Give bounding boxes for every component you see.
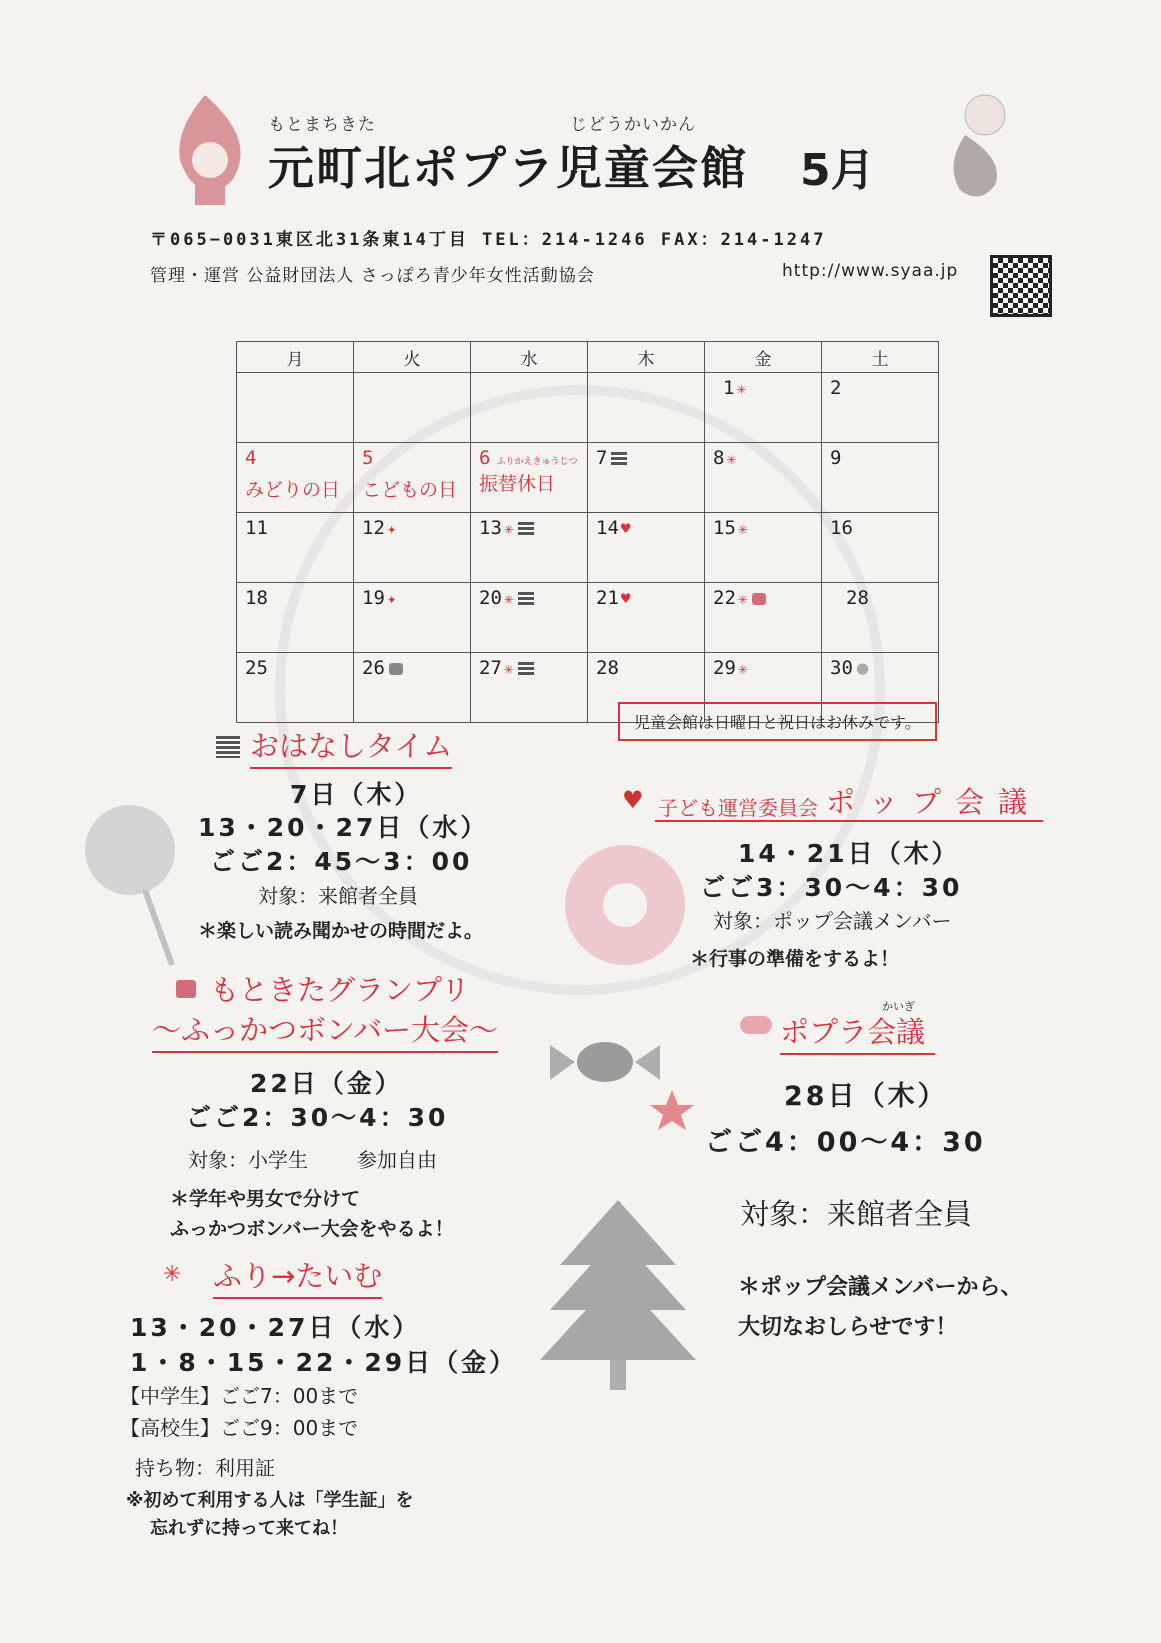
- day-number: 27: [479, 657, 502, 679]
- freetime-title: ふり→たいむ: [213, 1254, 382, 1299]
- heart-icon: ♥: [620, 519, 631, 538]
- calendar-day: [354, 583, 471, 653]
- calendar-day: [354, 373, 471, 443]
- day-number: 4: [245, 447, 257, 469]
- poplar-target: 対象：来館者全員: [740, 1197, 973, 1231]
- day-number: 14: [596, 517, 619, 539]
- calendar-day: [471, 513, 588, 583]
- basketball-icon: ✳: [737, 589, 748, 608]
- ohanashi-time: ごご2：45〜3：00: [210, 847, 473, 876]
- day-number: 16: [830, 517, 853, 539]
- day-number: 9: [830, 447, 842, 469]
- day-number: 26: [362, 657, 385, 679]
- day-number: 15: [713, 517, 736, 539]
- freetime-date2: 1・8・15・22・29日（金）: [130, 1348, 518, 1377]
- calendar-table: [236, 341, 939, 723]
- website-link[interactable]: http://www.syaa.jp: [782, 261, 959, 281]
- day-number: 1: [723, 377, 735, 399]
- freetime-note1: ※初めて利用する人は「学生証」を: [126, 1490, 414, 1511]
- day-number: 8: [713, 447, 725, 469]
- calendar-day: [354, 443, 471, 513]
- grandprix-free: 参加自由: [357, 1148, 437, 1172]
- management-line: 管理・運営 公益財団法人 さっぽろ青少年女性活動協会: [150, 266, 595, 286]
- day-number: 12: [362, 517, 385, 539]
- grandprix-target: 対象：小学生: [188, 1148, 308, 1172]
- day-number: 5: [362, 447, 374, 469]
- freetime-hs: 【高校生】ごご9：00まで: [120, 1416, 359, 1440]
- grandprix-date: 22日（金）: [250, 1069, 403, 1098]
- calendar-day: [237, 583, 354, 653]
- heart-icon: ♥: [622, 786, 644, 814]
- day-number: 25: [245, 657, 268, 679]
- title-ruby-right: じどうかいかん: [570, 115, 696, 135]
- day-number: 6: [479, 447, 491, 469]
- calendar-week-2: [237, 443, 939, 513]
- calendar-week-1: [237, 373, 939, 443]
- grandprix-title2: 〜ふっかつボンバー大会〜: [152, 1008, 498, 1053]
- bomber-icon: ✦: [386, 519, 397, 538]
- ohanashi-target: 対象：来館者全員: [258, 884, 418, 908]
- calendar-day: [471, 443, 588, 513]
- calendar-day: [354, 653, 471, 723]
- tree-illustration: [540, 1200, 696, 1390]
- candy-illustration: [550, 1042, 660, 1082]
- book-icon: [611, 452, 627, 465]
- lollipop-illustration: [85, 805, 175, 965]
- ohanashi-note: ＊楽しい読み聞かせの時間だよ。: [198, 920, 484, 942]
- cake-icon: [176, 980, 196, 998]
- weekday-tue: 火: [354, 342, 471, 373]
- balloon-icon: ●: [856, 657, 869, 679]
- holiday-name: みどりの日: [245, 479, 341, 501]
- calendar-day: [588, 513, 705, 583]
- basketball-icon: ✳: [726, 449, 737, 468]
- title-ruby-left: もとまちきた: [268, 115, 376, 135]
- calendar-day: [822, 583, 939, 653]
- basketball-icon: ✳: [737, 659, 748, 678]
- calendar-day: [705, 443, 822, 513]
- qr-code-icon: [990, 255, 1052, 317]
- holiday-name: こどもの日: [362, 479, 458, 501]
- book-icon: [216, 736, 240, 758]
- weekday-fri: 金: [705, 342, 822, 373]
- calendar-day: [237, 443, 354, 513]
- calendar-day: [237, 653, 354, 723]
- calendar-day: [237, 513, 354, 583]
- day-number: 11: [245, 517, 268, 539]
- cake-icon: [752, 593, 766, 605]
- month-label: 5月: [800, 145, 875, 196]
- ohanashi-title: おはなしタイム: [250, 724, 452, 769]
- calendar-day: [237, 373, 354, 443]
- pop-target: 対象：ポップ会議メンバー: [713, 909, 952, 933]
- grandprix-title1: もときたグランプリ: [210, 973, 470, 1007]
- calendar-day: [471, 373, 588, 443]
- freetime-date1: 13・20・27日（水）: [130, 1313, 421, 1342]
- donut-illustration: [565, 845, 685, 965]
- calendar-week-3: [237, 513, 939, 583]
- calendar-week-4: [237, 583, 939, 653]
- holiday-name: 振替休日: [479, 473, 556, 495]
- bomber-icon: ✦: [386, 589, 397, 608]
- calendar-day: [588, 373, 705, 443]
- freetime-item: 持ち物：利用証: [135, 1456, 275, 1480]
- poplar-ruby: かいぎ: [882, 1000, 915, 1013]
- day-number: 20: [479, 587, 502, 609]
- basketball-icon: ✳: [503, 519, 514, 538]
- calendar-day: [471, 653, 588, 723]
- calendar-day: [588, 583, 705, 653]
- ohanashi-date1: 7日（木）: [290, 780, 423, 809]
- basketball-icon: ✳: [737, 519, 748, 538]
- calendar-day: [705, 583, 822, 653]
- holiday-ruby: ふりかえきゅうじつ: [496, 457, 578, 467]
- poplar-time: ごご4：00〜4：30: [705, 1127, 986, 1158]
- day-number: 19: [362, 587, 385, 609]
- day-number: 22: [713, 587, 736, 609]
- poplar-date: 28日（木）: [784, 1081, 948, 1112]
- weekday-sat: 土: [822, 342, 939, 373]
- pop-time: ごご3：30〜4：30: [700, 873, 963, 902]
- closed-notice: 児童会館は日曜日と祝日はお休みです。: [618, 702, 937, 741]
- grandprix-note2: ふっかつボンバー大会をやるよ！: [170, 1218, 454, 1240]
- freetime-jhs: 【中学生】ごご7：00まで: [120, 1384, 359, 1408]
- calendar-day: [354, 513, 471, 583]
- cake-icon: [389, 663, 403, 675]
- day-number: 13: [479, 517, 502, 539]
- basketball-icon: ✳: [503, 659, 514, 678]
- star-illustration: [650, 1090, 694, 1130]
- day-number: 30: [830, 657, 853, 679]
- weekday-wed: 水: [471, 342, 588, 373]
- weekday-mon: 月: [237, 342, 354, 373]
- mascot-left: [179, 95, 240, 205]
- weekday-thu: 木: [588, 342, 705, 373]
- calendar-day: [822, 373, 939, 443]
- day-number: 7: [596, 447, 608, 469]
- day-number: 21: [596, 587, 619, 609]
- pop-committee-prefix: 子ども運営委員会: [658, 796, 818, 820]
- mascot-right: [954, 95, 1005, 196]
- book-icon: [518, 662, 534, 675]
- basketball-icon: ✳: [163, 1262, 182, 1287]
- pop-underline: [655, 820, 1043, 822]
- day-number: 18: [245, 587, 268, 609]
- day-number: 28: [596, 657, 619, 679]
- heart-icon: ♥: [620, 589, 631, 608]
- grandprix-time: ごご2：30〜4：30: [186, 1103, 449, 1132]
- calendar-day: [705, 513, 822, 583]
- poplar-title: ポプラ会議: [780, 1010, 935, 1055]
- pop-date: 14・21日（木）: [738, 839, 960, 868]
- calendar-day: [588, 443, 705, 513]
- day-number: 28: [846, 587, 869, 609]
- address-line: 〒065−0031東区北31条東14丁目 TEL：214-1246 FAX：214-1247: [150, 230, 827, 250]
- page-title: 元町北ポプラ児童会館: [268, 141, 748, 195]
- calendar-day: [705, 373, 822, 443]
- calendar-day: [822, 513, 939, 583]
- ohanashi-date2: 13・20・27日（水）: [198, 813, 489, 842]
- basketball-icon: ✳: [736, 379, 747, 398]
- day-number: 2: [830, 377, 842, 399]
- poplar-note1: ＊ポップ会議メンバーから、: [738, 1275, 1023, 1300]
- calendar-day: [822, 443, 939, 513]
- cloud-icon: [740, 1016, 772, 1034]
- calendar-day: [471, 583, 588, 653]
- pop-committee-title: ポップ会議: [826, 785, 1042, 819]
- day-number: 29: [713, 657, 736, 679]
- grandprix-note1: ＊学年や男女で分けて: [170, 1188, 361, 1210]
- freetime-note2: 忘れずに持って来てね！: [150, 1518, 348, 1539]
- book-icon: [518, 592, 534, 605]
- pop-note: ＊行事の準備をするよ！: [690, 948, 900, 970]
- basketball-icon: ✳: [503, 589, 514, 608]
- poplar-note2: 大切なおしらせです！: [738, 1315, 958, 1340]
- book-icon: [518, 522, 534, 535]
